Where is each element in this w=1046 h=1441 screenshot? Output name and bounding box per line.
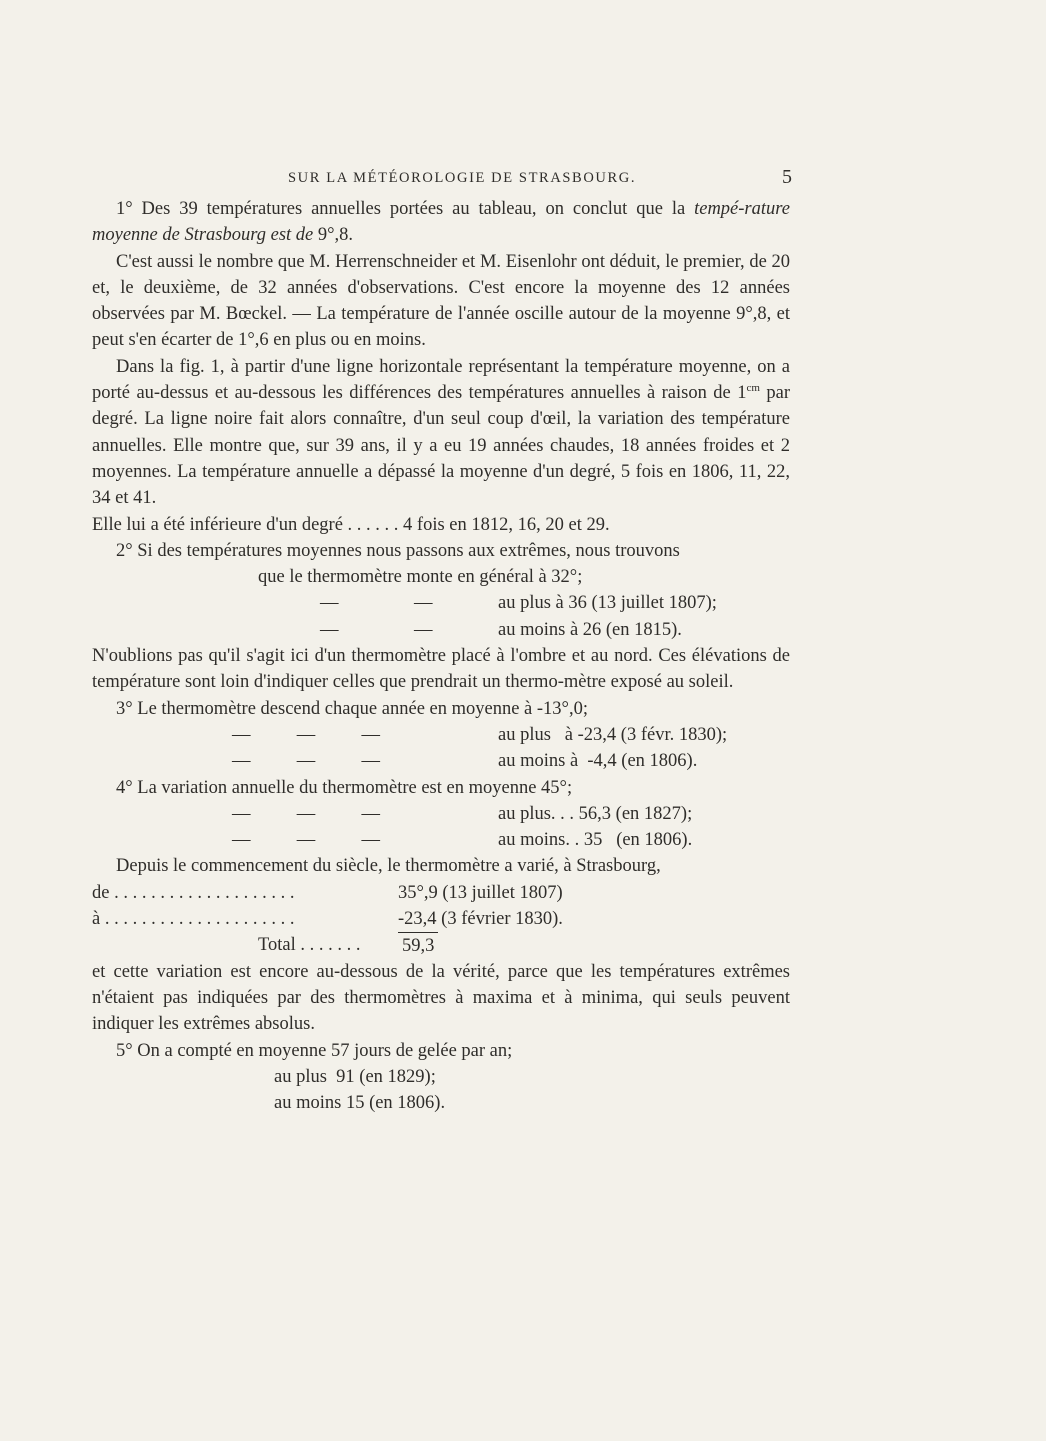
section-4-line-1: — — — au plus. . . 56,3 (en 1827); (232, 803, 693, 824)
section-3-line-1: — — — au plus à -23,4 (3 févr. 1830); (232, 724, 728, 745)
paragraph-3-last-line: Elle lui a été inférieure d'un degré . . . . . . 4 fois en 1812, 16, 20 et 29. (92, 514, 610, 535)
section-4-intro: 4° La variation annuelle du thermomètre est en moyenne 45°; (116, 777, 573, 798)
page-number: 5 (782, 166, 792, 188)
paragraph-1-text: 1° Des 39 températures annuelles portées au tableau, on conclut que la (116, 199, 695, 219)
range-min-line: à . . . . . . . . . . . . . . . . . . . . . -23,4 (3 février 1830). (92, 909, 563, 930)
section-2-intro: 2° Si des températures moyennes nous passons aux extrêmes, nous trouvons (116, 540, 680, 561)
running-title: SUR LA MÉTÉOROLOGIE DE STRASBOURG. (288, 170, 637, 186)
section-2-line-1: que le thermomètre monte en général à 32°; (258, 567, 583, 588)
paragraph-5-intro: Depuis le commencement du siècle, le thermomètre a varié, à Strasbourg, (116, 856, 661, 877)
range-max-line: de . . . . . . . . . . . . . . . . . . . . 35°,9 (13 juillet 1807) (92, 882, 563, 903)
paragraph-1-value: 9°,8. (313, 225, 354, 246)
section-5-intro: 5° On a compté en moyenne 57 jours de gelée par an; (116, 1040, 513, 1061)
paragraph-1 (92, 196, 790, 249)
section-5-line-2: au moins 15 (en 1806). (274, 1093, 446, 1114)
body-text (92, 196, 790, 1116)
paragraph-3-text: Dans la fig. 1, à partir d'une ligne horizontale représentant la température moyenne, on a porté au-dessus et au-dessous les différences des températures annuelles à raison de 1 (92, 356, 790, 404)
section-4-line-2: — — — au moins. . 35 (en 1806). (232, 830, 693, 851)
paragraph-4: N'oublions pas qu'il s'agit ici d'un thermomètre placé à l'ombre et au nord. Ces élévations de température sont loin d'indiquer celles que prendrait un thermo-mètre exposé au soleil. (92, 646, 790, 693)
section-2-line-2: — — au plus à 36 (13 juillet 1807); (320, 593, 717, 614)
paragraph-3 (92, 354, 790, 512)
paragraph-1-emphasis: tempé-rature moyenne de Strasbourg est de (92, 199, 790, 246)
range-total-line: Total . . . . . . . 59,3 (92, 932, 790, 958)
section-2-line-3: — — au moins à 26 (en 1815). (320, 619, 682, 640)
running-header (92, 166, 792, 189)
section-3-line-2: — — — au moins à -4,4 (en 1806). (232, 751, 698, 772)
section-5-line-1: au plus 91 (en 1829); (274, 1066, 436, 1087)
section-3-intro: 3° Le thermomètre descend chaque année en moyenne à -13°,0; (116, 698, 588, 719)
paragraph-3-unit: cm (746, 381, 760, 394)
paragraph-6: et cette variation est encore au-dessous de la vérité, parce que les températures extrêmes n'étaient pas indiquées par des thermomètres à maxima et à minima, qui seuls peuvent indiquer les extrêmes absolus. (92, 961, 790, 1035)
paragraph-2: C'est aussi le nombre que M. Herrenschneider et M. Eisenlohr ont déduit, le premier, de 20 et, le deuxième, de 32 années d'observations. C'est encore la moyenne des 12 années observées par M. Bœckel. — La température de l'année oscille autour de la moyenne 9°,8, et peut s'en écarter de 1°,6 en plus ou en moins. (92, 251, 790, 351)
paragraph-3-text-2: par degré. La ligne noire fait alors connaître, d'un seul coup d'œil, la variation des température annuelles. Elle montre que, sur 39 ans, il y a eu 19 années chaudes, 18 années froides et 2 moyennes. La température annuelle a dépassé la moyenne d'un degré, 5 fois en 1806, 11, 22, 34 et 41. (92, 383, 790, 509)
